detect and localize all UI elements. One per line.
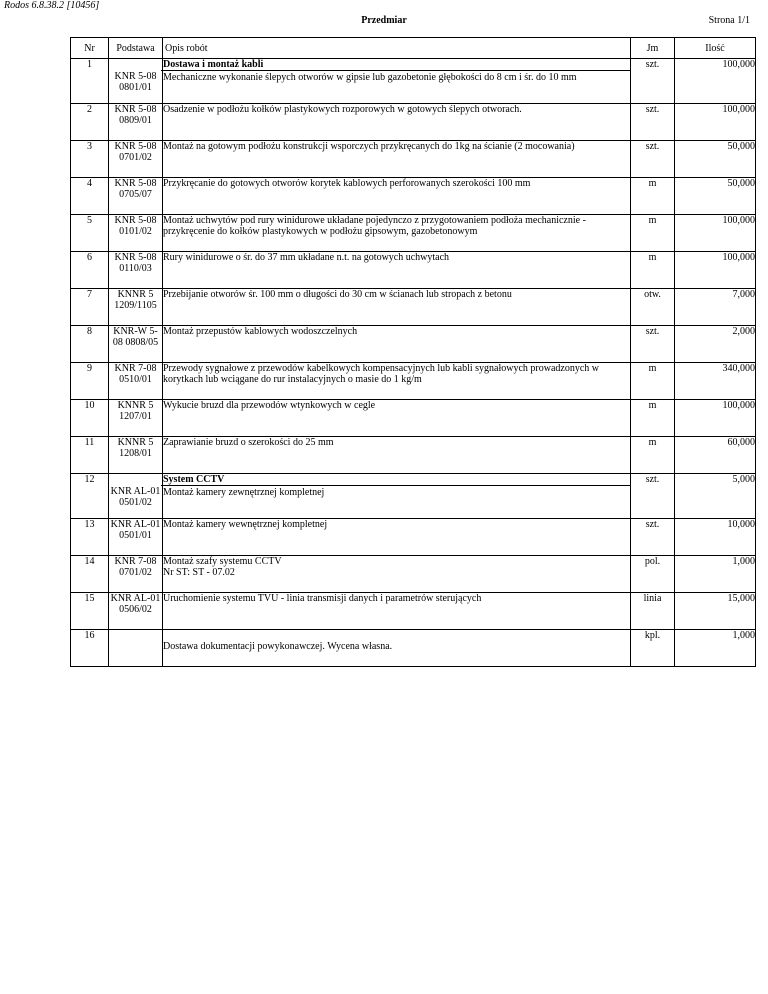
row-unit: m xyxy=(631,363,675,400)
row-opis: Montaż na gotowym podłożu konstrukcji wsporczych przykręcanych do 1kg na ścianie (2 mocowania) xyxy=(163,141,575,152)
row-podstawa: KNR 5-08 0110/03 xyxy=(114,252,157,274)
row-opis: Zaprawianie bruzd o szerokości do 25 mm xyxy=(163,437,334,448)
row-opis-cell xyxy=(163,326,631,363)
row-number: 3 xyxy=(71,141,109,178)
row-opis-cell xyxy=(163,363,631,400)
row-opis-cell xyxy=(163,252,631,289)
row-number: 14 xyxy=(71,556,109,593)
row-podstawa-cell xyxy=(109,474,163,519)
row-podstawa-cell xyxy=(109,556,163,593)
table-row xyxy=(71,59,756,104)
row-opis: Montaż uchwytów pod rury winidurowe układane pojedynczo z przygotowaniem podłoża mechanicznie - przykręcenie do kołków plastykowych w podłożu gipsowym, gazobetonowym xyxy=(163,215,586,237)
table-row xyxy=(71,215,756,252)
row-opis: Wykucie bruzd dla przewodów wtynkowych w cegle xyxy=(163,400,376,411)
row-quantity: 2,000 xyxy=(675,326,756,363)
column-header-ilosc: Ilość xyxy=(675,38,756,59)
table-row xyxy=(71,630,756,667)
row-number: 11 xyxy=(71,437,109,474)
row-number: 12 xyxy=(71,474,109,519)
row-unit: m xyxy=(631,437,675,474)
table-row xyxy=(71,437,756,474)
row-opis-cell xyxy=(163,59,631,104)
column-header-podstawa: Podstawa xyxy=(109,38,163,59)
table-row xyxy=(71,326,756,363)
row-podstawa-cell xyxy=(109,178,163,215)
row-podstawa: KNR 5-08 0701/02 xyxy=(114,141,157,163)
row-opis: Mechaniczne wykonanie ślepych otworów w gipsie lub gazobetonie głębokości do 8 cm i śr. do 10 mm xyxy=(163,72,577,83)
row-opis: Przebijanie otworów śr. 100 mm o długości do 30 cm w ścianach lub stropach z betonu xyxy=(163,289,512,300)
document-title: Przedmiar xyxy=(361,15,407,26)
row-unit: m xyxy=(631,400,675,437)
row-opis-cell xyxy=(163,630,631,667)
row-podstawa-cell xyxy=(109,437,163,474)
row-number: 13 xyxy=(71,519,109,556)
row-opis: Montaż szafy systemu CCTV Nr ST: ST - 07.02 xyxy=(163,556,282,578)
row-number: 7 xyxy=(71,289,109,326)
row-podstawa-cell xyxy=(109,59,163,104)
row-unit: pol. xyxy=(631,556,675,593)
row-quantity: 100,000 xyxy=(675,59,756,104)
table-row xyxy=(71,593,756,630)
row-unit: kpl. xyxy=(631,630,675,667)
row-opis: Osadzenie w podłożu kołków plastykowych rozporowych w gotowych ślepych otworach. xyxy=(163,104,522,115)
row-podstawa-cell xyxy=(109,104,163,141)
table-body xyxy=(71,59,756,667)
row-podstawa: KNR AL-01 0501/01 xyxy=(110,519,161,541)
table-row xyxy=(71,474,756,519)
row-number: 16 xyxy=(71,630,109,667)
column-header-jm: Jm xyxy=(631,38,675,59)
row-opis: Dostawa dokumentacji powykonawczej. Wycena własna. xyxy=(163,641,393,652)
row-podstawa: KNR 7-08 0510/01 xyxy=(114,363,157,385)
table-header-row xyxy=(71,38,756,59)
row-podstawa-cell xyxy=(109,630,163,667)
row-unit: szt. xyxy=(631,474,675,519)
row-podstawa-cell xyxy=(109,215,163,252)
row-podstawa-cell xyxy=(109,252,163,289)
row-unit: szt. xyxy=(631,104,675,141)
row-podstawa: KNNR 5 1207/01 xyxy=(117,400,154,422)
row-number: 6 xyxy=(71,252,109,289)
row-podstawa-cell xyxy=(109,519,163,556)
page-number: Strona 1/1 xyxy=(708,15,750,26)
section-heading: System CCTV xyxy=(161,474,630,486)
row-unit: m xyxy=(631,178,675,215)
row-number: 2 xyxy=(71,104,109,141)
row-unit: szt. xyxy=(631,519,675,556)
row-number: 1 xyxy=(71,59,109,104)
row-unit: linia xyxy=(631,593,675,630)
row-number: 5 xyxy=(71,215,109,252)
row-quantity: 7,000 xyxy=(675,289,756,326)
app-version-label: Rodos 6.8.38.2 [10456] xyxy=(4,0,100,11)
row-quantity: 50,000 xyxy=(675,141,756,178)
row-opis-cell xyxy=(163,289,631,326)
row-quantity: 100,000 xyxy=(675,215,756,252)
row-quantity: 340,000 xyxy=(675,363,756,400)
row-podstawa: KNNR 5 1209/1105 xyxy=(114,289,157,311)
table-row xyxy=(71,178,756,215)
row-podstawa: KNR AL-01 0501/02 xyxy=(110,486,161,508)
row-quantity: 100,000 xyxy=(675,252,756,289)
row-podstawa-cell xyxy=(109,400,163,437)
row-podstawa: KNR 5-08 0101/02 xyxy=(114,215,157,237)
row-quantity: 100,000 xyxy=(675,104,756,141)
row-opis: Przykręcanie do gotowych otworów korytek kablowych perforowanych szerokości 100 mm xyxy=(163,178,531,189)
table-row xyxy=(71,519,756,556)
row-opis: Montaż przepustów kablowych wodoszczelnych xyxy=(163,326,358,337)
row-podstawa: KNR 5-08 0801/01 xyxy=(114,71,157,93)
table-row xyxy=(71,141,756,178)
table-row xyxy=(71,104,756,141)
row-quantity: 15,000 xyxy=(675,593,756,630)
row-number: 9 xyxy=(71,363,109,400)
table-row xyxy=(71,363,756,400)
row-quantity: 50,000 xyxy=(675,178,756,215)
row-number: 10 xyxy=(71,400,109,437)
bill-of-quantities-table xyxy=(70,37,756,667)
row-podstawa-cell xyxy=(109,326,163,363)
row-opis-cell xyxy=(163,474,631,519)
row-opis-cell xyxy=(163,593,631,630)
row-unit: szt. xyxy=(631,326,675,363)
table-row xyxy=(71,400,756,437)
row-quantity: 100,000 xyxy=(675,400,756,437)
row-opis-cell xyxy=(163,400,631,437)
row-quantity: 5,000 xyxy=(675,474,756,519)
row-opis-cell xyxy=(163,215,631,252)
table-row xyxy=(71,556,756,593)
row-unit: otw. xyxy=(631,289,675,326)
row-podstawa-cell xyxy=(109,363,163,400)
row-opis-cell xyxy=(163,104,631,141)
row-quantity: 10,000 xyxy=(675,519,756,556)
row-number: 15 xyxy=(71,593,109,630)
table-row xyxy=(71,252,756,289)
row-quantity: 1,000 xyxy=(675,556,756,593)
row-opis: Montaż kamery wewnętrznej kompletnej xyxy=(163,519,328,530)
column-header-nr: Nr xyxy=(71,38,109,59)
row-unit: szt. xyxy=(631,59,675,104)
row-podstawa-cell xyxy=(109,141,163,178)
row-unit: szt. xyxy=(631,141,675,178)
row-opis-cell xyxy=(163,178,631,215)
row-unit: m xyxy=(631,215,675,252)
row-podstawa: KNR 5-08 0809/01 xyxy=(114,104,157,126)
row-quantity: 60,000 xyxy=(675,437,756,474)
row-podstawa: KNR 7-08 0701/02 xyxy=(114,556,157,578)
row-podstawa: KNR-W 5-08 0808/05 xyxy=(112,326,159,348)
row-opis: Przewody sygnałowe z przewodów kabelkowych kompensacyjnych lub kabli sygnałowych prowadzonych w korytkach lub wciągane do rur instalacyjnych o masie do 1 kg/m xyxy=(163,363,599,385)
row-opis: Montaż kamery zewnętrznej kompletnej xyxy=(163,487,325,498)
row-opis: Rury winidurowe o śr. do 37 mm układane n.t. na gotowych uchwytach xyxy=(163,252,450,263)
column-header-opis: Opis robót xyxy=(163,38,631,59)
row-opis-cell xyxy=(163,437,631,474)
row-opis-cell xyxy=(163,556,631,593)
row-opis-cell xyxy=(163,141,631,178)
table-row xyxy=(71,289,756,326)
row-podstawa: KNNR 5 1208/01 xyxy=(117,437,154,459)
row-quantity: 1,000 xyxy=(675,630,756,667)
row-number: 4 xyxy=(71,178,109,215)
row-podstawa: KNR 5-08 0705/07 xyxy=(114,178,157,200)
row-opis: Uruchomienie systemu TVU - linia transmisji danych i parametrów sterujących xyxy=(163,593,482,604)
row-podstawa-cell xyxy=(109,593,163,630)
row-podstawa: KNR AL-01 0506/02 xyxy=(110,593,161,615)
row-unit: m xyxy=(631,252,675,289)
row-opis-cell xyxy=(163,519,631,556)
section-heading: Dostawa i montaż kabli xyxy=(161,59,630,71)
row-number: 8 xyxy=(71,326,109,363)
row-podstawa-cell xyxy=(109,289,163,326)
